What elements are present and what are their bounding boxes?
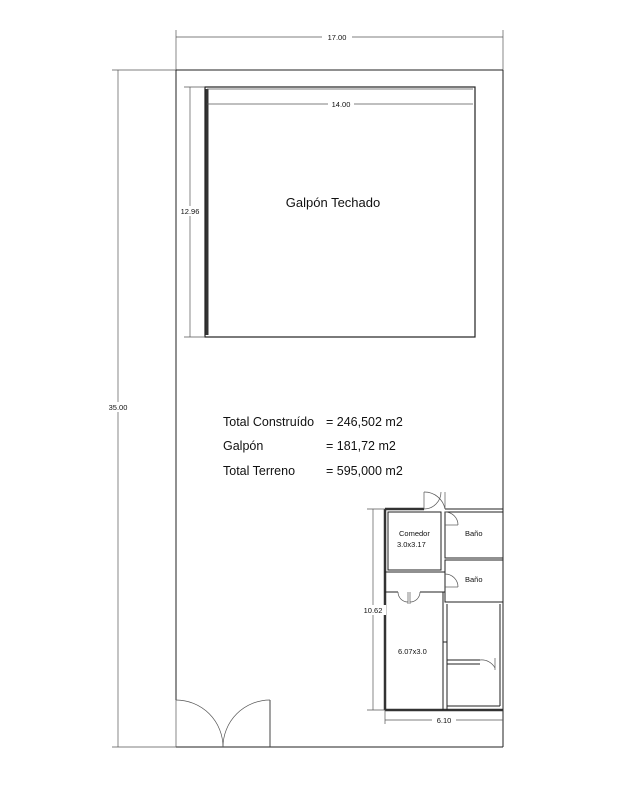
annex-length-dimension (360, 509, 386, 710)
area-summary (223, 415, 403, 478)
summary-value-2: = 181,72 m2 (326, 439, 396, 453)
comedor-size: 3.0x3.17 (397, 540, 426, 549)
summary-label-1: Total Construído (223, 415, 315, 429)
lot-width-label: 17.00 (327, 33, 347, 42)
lot-length-label: 35.00 (108, 403, 128, 412)
lot-width-dimension (176, 30, 503, 70)
annex-length-label: 10.62 (363, 606, 383, 615)
galpon-label: Galpón Techado (285, 195, 381, 210)
summary-label-2: Galpón (223, 439, 264, 453)
galpon-length-label: 12.96 (180, 207, 200, 216)
galpon-width-label: 14.00 (331, 100, 351, 109)
galpon-length-dimension (177, 87, 205, 337)
room-size-label: 6.07x3.0 (398, 647, 427, 656)
annex-width-label: 6.10 (436, 716, 452, 725)
entrance-gate (176, 700, 270, 747)
summary-value-1: = 246,502 m2 (326, 415, 403, 429)
lot-boundary (176, 70, 503, 747)
bano-1-label: Baño (465, 529, 483, 538)
bano-2-label: Baño (465, 575, 483, 584)
galpon-width-dimension (207, 99, 473, 109)
summary-value-3: = 595,000 m2 (326, 464, 403, 478)
summary-label-3: Total Terreno (223, 464, 296, 478)
galpon-shed (205, 87, 475, 337)
lot-length-dimension (104, 70, 176, 747)
comedor-label: Comedor (399, 529, 430, 538)
annex-width-dimension (385, 710, 503, 725)
